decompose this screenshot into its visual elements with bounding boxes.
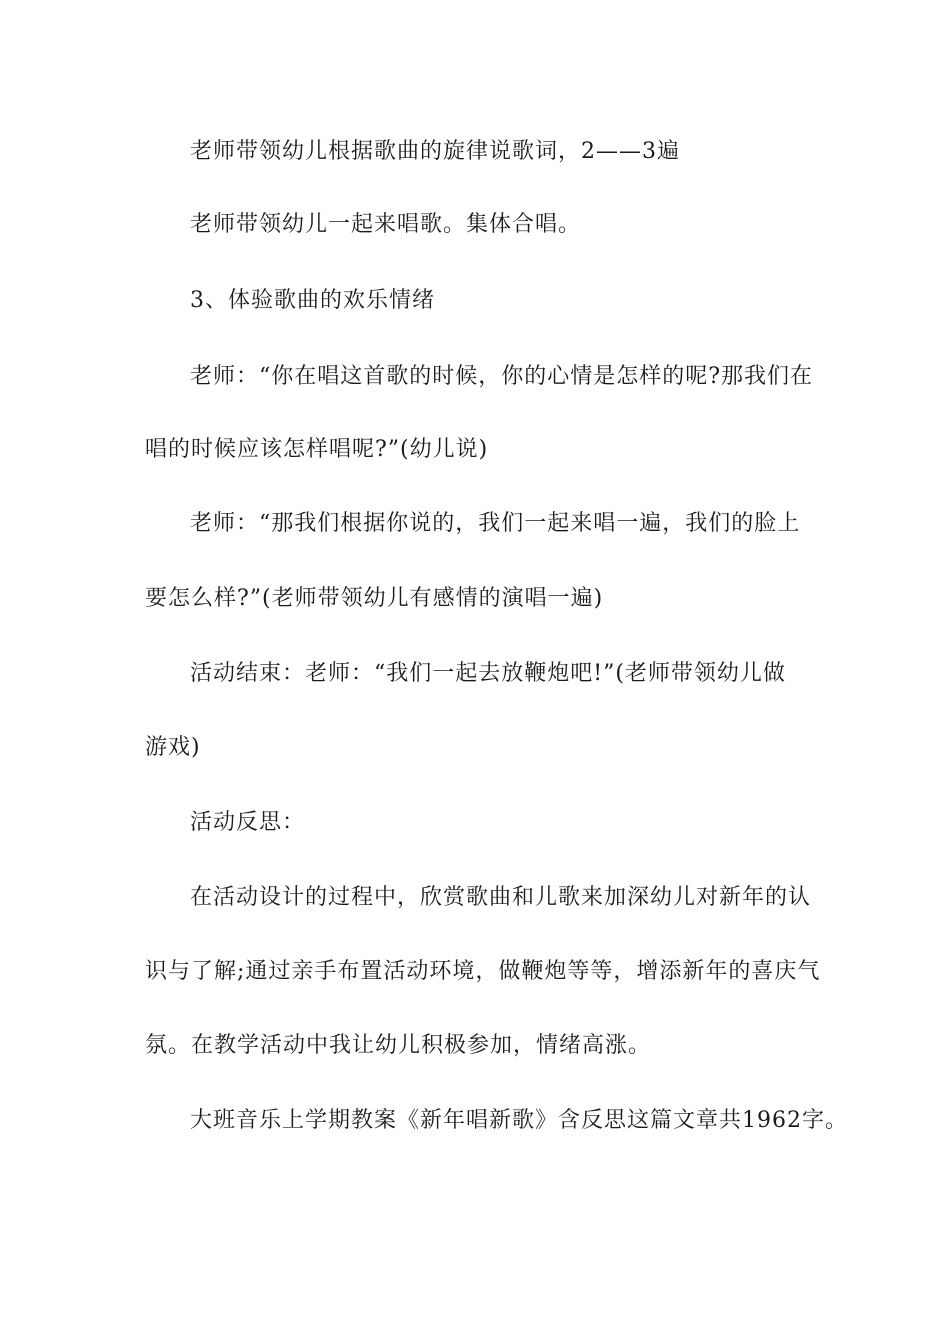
paragraph-line: 要怎么样?”(老师带领幼儿有感情的演唱一遍) [145, 586, 604, 611]
paragraph-line: 老师带领幼儿根据歌曲的旋律说歌词，2——3遍 [190, 139, 680, 164]
footer-summary: 大班音乐上学期教案《新年唱新歌》含反思这篇文章共1962字。 [190, 1108, 848, 1133]
paragraph-line: 老师：“你在唱这首歌的时候，你的心情是怎样的呢?那我们在 [190, 364, 814, 389]
section-heading: 活动反思： [190, 810, 306, 835]
paragraph-line: 在活动设计的过程中，欣赏歌曲和儿歌来加深幼儿对新年的认 [190, 885, 812, 910]
paragraph-line: 老师：“那我们根据你说的，我们一起来唱一遍，我们的脸上 [190, 511, 801, 536]
paragraph-line: 识与了解;通过亲手布置活动环境，做鞭炮等等，增添新年的喜庆气 [145, 959, 821, 984]
section-heading: 3、体验歌曲的欢乐情绪 [190, 288, 435, 313]
paragraph-line: 唱的时候应该怎样唱呢?”(幼儿说) [145, 437, 489, 462]
paragraph-line: 老师带领幼儿一起来唱歌。集体合唱。 [190, 212, 582, 237]
paragraph-line: 活动结束：老师：“我们一起去放鞭炮吧!”(老师带领幼儿做 [190, 661, 786, 686]
paragraph-line: 游戏) [145, 735, 201, 760]
paragraph-line: 氛。在教学活动中我让幼儿积极参加，情绪高涨。 [145, 1033, 652, 1058]
